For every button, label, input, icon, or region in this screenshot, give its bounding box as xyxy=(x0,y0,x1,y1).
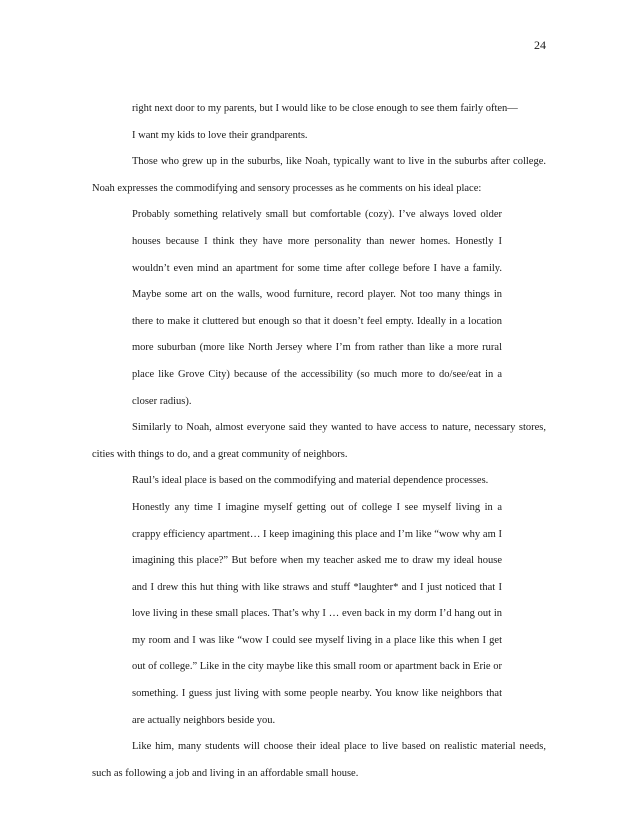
page-number: 24 xyxy=(534,38,546,52)
paragraph-raul: Raul’s ideal place is based on the commodifying and material dependence processes. xyxy=(132,475,489,487)
paragraph-like-him: Like him, many students will choose their ideal place to live based on realistic material needs, such as following a job and living in an affordable small house. xyxy=(92,741,546,779)
paragraph-similarly: Similarly to Noah, almost everyone said they wanted to have access to nature, necessary stores, cities with things to do, and a great community of neighbors. xyxy=(92,422,546,460)
paragraph-continued-quote: right next door to my parents, but I would like to be close enough to see them fairly often— xyxy=(132,103,518,114)
block-quote-raul: Honestly any time I imagine myself getting out of college I see myself living in a crappy efficiency apartment… I keep imagining this place and I’m like “wow why am I imagining this place?” But before when my teacher asked me to draw my ideal house and I drew this hut thing with like straws and stuff *laughter* and I just noticed that I love living in these small places. That’s why I … even back in my dorm I’d hang out in my room and I was like “wow I could see myself living in a place like this when I get out of college.” Like in the city maybe like this small room or apartment back in Erie or something. I guess just living with some people nearby. You know like neighbors that are actually neighbors beside you. xyxy=(132,501,502,726)
body-text xyxy=(92,96,546,787)
paragraph-quote-end: I want my kids to love their grandparents. xyxy=(132,129,308,141)
paragraph-suburbs: Those who grew up in the suburbs, like Noah, typically want to live in the suburbs after college. Noah expresses the commodifying and sensory processes as he comments on his ideal place: xyxy=(92,156,546,194)
block-quote-noah: Probably something relatively small but comfortable (cozy). I’ve always loved older houses because I think they have more personality than newer homes. Honestly I wouldn’t even mind an apartment for some time after college before I have a family. Maybe some art on the walls, wood furniture, record player. Not too many things in there to make it cluttered but enough so that it doesn’t feel empty. Ideally in a location more suburban (more like North Jersey where I’m from rather than like a more rural place like Grove City) because of the accessibility (so much more to do/see/eat in a closer radius). xyxy=(132,209,502,407)
